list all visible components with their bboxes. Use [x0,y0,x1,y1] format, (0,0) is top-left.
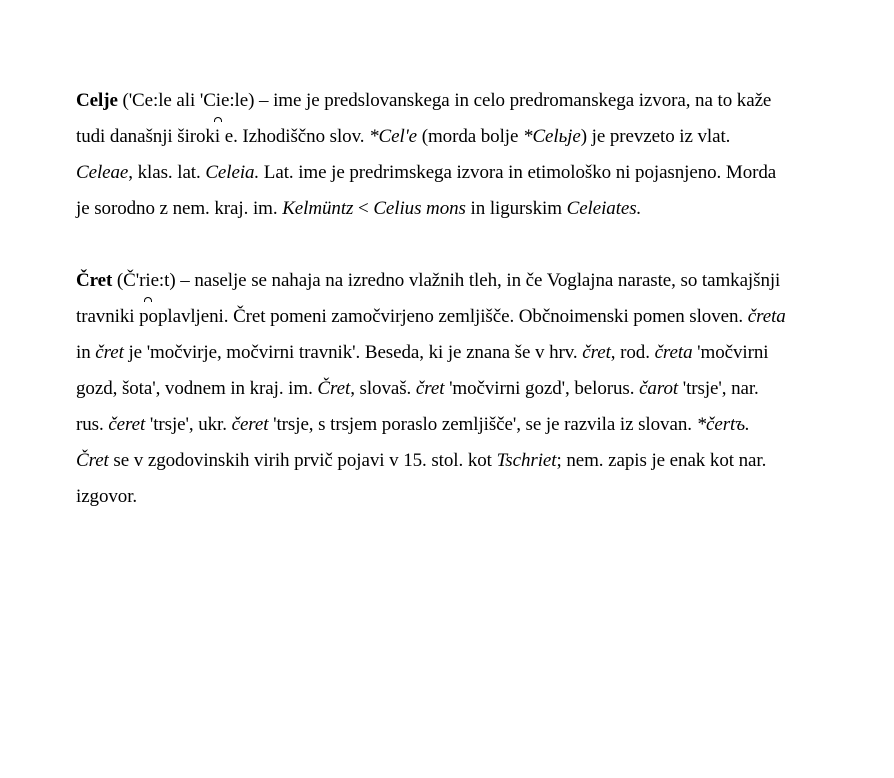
text-line [76,479,876,515]
italic-term: čret [95,342,124,363]
text-run: in ligurskim [465,198,567,219]
text-run: ) je prevzeto iz vlat. [580,126,731,147]
document-page [76,83,876,515]
italic-term: *Cel'e [369,126,418,147]
italic-term: Celeae [76,162,129,183]
text-run: e:le) – ime je predslovanskega in celo predromanskega izvora, na to kaže [220,90,772,111]
text-run: e:t) – naselje se nahaja na izredno vlažnih tleh, in če Voglajna naraste, so tamkajšnji [150,270,781,291]
italic-term: čret [582,342,611,363]
text-run: 'močvirni [692,342,769,363]
text-line [76,155,876,191]
italic-term: čreta [747,306,786,327]
italic-term: Celeia. [205,162,260,183]
text-line [76,263,876,299]
headword: Celje [76,90,118,111]
italic-term: čeret [231,414,269,435]
italic-term: čarot [639,378,679,399]
text-line [76,335,876,371]
text-run: travniki poplavljeni. Čret pomeni zamočvirjeno zemljišče. Občnoimenski pomen sloven. [76,306,748,327]
text-line [76,119,876,155]
text-run: < [353,198,374,219]
text-run: tudi današnji široki e. Izhodiščno slov. [76,126,370,147]
text-run: 'trsje, s trsjem poraslo zemljišče', se je razvila iz slovan. [268,414,697,435]
italic-term: Tschriet [496,450,557,471]
text-run: , rod. [610,342,655,363]
italic-term: Kelmüntz [282,198,354,219]
text-run: 'trsje', nar. [678,378,759,399]
text-run: Lat. ime je predrimskega izvora in etimološko ni pojasnjeno. Morda [259,162,777,183]
text-run: je sorodno z nem. kraj. im. [76,198,283,219]
text-run: , klas. lat. [128,162,206,183]
text-line [76,443,876,479]
text-run: (morda bolje [417,126,524,147]
italic-term: čret [415,378,445,399]
text-run: rus. [76,414,109,435]
italic-term: čeret [108,414,146,435]
italic-term: Celeiates. [566,198,642,219]
italic-term: *Celьje [523,126,581,147]
text-run: ('Ce:le ali 'C [117,90,216,111]
entry-paragraph [76,83,876,227]
text-line [76,191,876,227]
nonsyllabic-vowel: i [216,83,221,119]
text-run: 'močvirni gozd', belorus. [444,378,640,399]
entry-paragraph [76,263,876,515]
text-line [76,299,876,335]
italic-term: Celius mons [373,198,466,219]
text-run: , slovaš. [350,378,416,399]
italic-term: Čret [76,450,109,471]
nonsyllabic-vowel: i [145,263,150,299]
text-line [76,83,876,119]
text-line [76,371,876,407]
text-run: (Č'r [112,270,146,291]
text-run: gozd, šota', vodnem in kraj. im. [76,378,318,399]
italic-term: čreta [654,342,693,363]
text-line [76,407,876,443]
text-run: ; nem. zapis je enak kot nar. [556,450,767,471]
text-run: se v zgodovinskih virih prvič pojavi v 15. stol. kot [108,450,497,471]
text-run: je 'močvirje, močvirni travnik'. Beseda, ki je znana še v hrv. [123,342,583,363]
text-run: in [76,342,96,363]
italic-term: Čret [317,378,351,399]
entries [76,83,876,515]
headword: Čret [76,270,113,291]
italic-term: *čertъ. [696,414,750,435]
text-run: 'trsje', ukr. [145,414,232,435]
text-run: izgovor. [76,486,138,507]
